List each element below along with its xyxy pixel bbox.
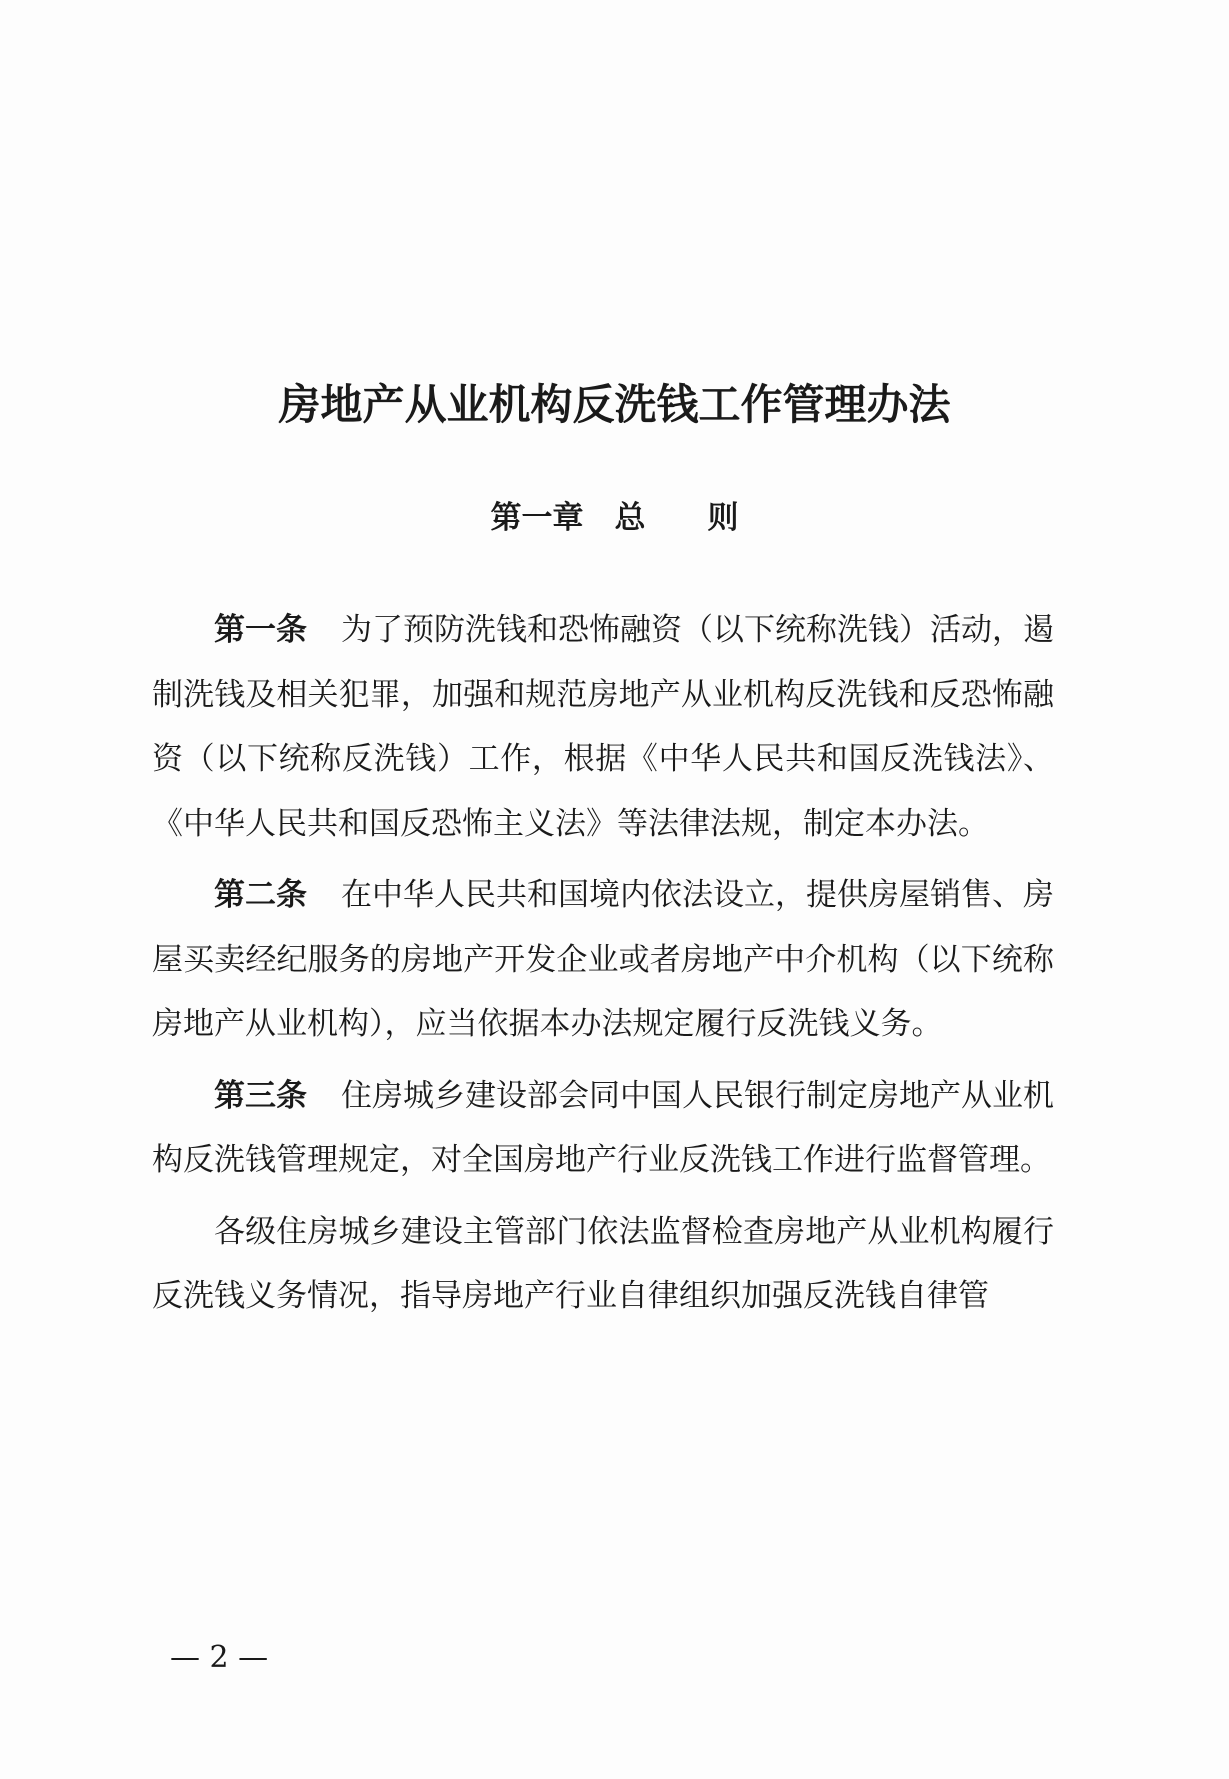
article-label: 第一条 [214,612,307,648]
page-number: — 2 — [170,1640,269,1675]
article-text: 各级住房城乡建设主管部门依法监督检查房地产从业机构履行反洗钱义务情况，指导房地产行业自律组织加强反洗钱自律管 [152,1213,1054,1314]
article-text: 为了预防洗钱和恐怖融资（以下统称洗钱）活动，遏制洗钱及相关犯罪，加强和规范房地产从业机构反洗钱和反恐怖融资（以下统称反洗钱）工作，根据《中华人民共和国反洗钱法》、《中华人民共和国反恐怖主义法》等法律法规，制定本办法。 [152,612,1054,842]
article-paragraph [152,1200,1054,1329]
document-title: 房地产从业机构反洗钱工作管理办法 [278,380,951,429]
article-text: 在中华人民共和国境内依法设立，提供房屋销售、房屋买卖经纪服务的房地产开发企业或者房地产中介机构（以下统称房地产从业机构），应当依据本办法规定履行反洗钱义务。 [152,877,1054,1042]
article-text: 住房城乡建设部会同中国人民银行制定房地产从业机构反洗钱管理规定，对全国房地产行业反洗钱工作进行监督管理。 [152,1077,1054,1178]
document-body [152,598,1054,1336]
article-label: 第二条 [214,877,307,913]
article-paragraph [152,598,1054,856]
chapter-heading: 第一章 总 则 [490,500,739,536]
article-label: 第三条 [214,1077,307,1114]
article-paragraph [152,863,1054,1057]
article-paragraph [152,1064,1054,1193]
